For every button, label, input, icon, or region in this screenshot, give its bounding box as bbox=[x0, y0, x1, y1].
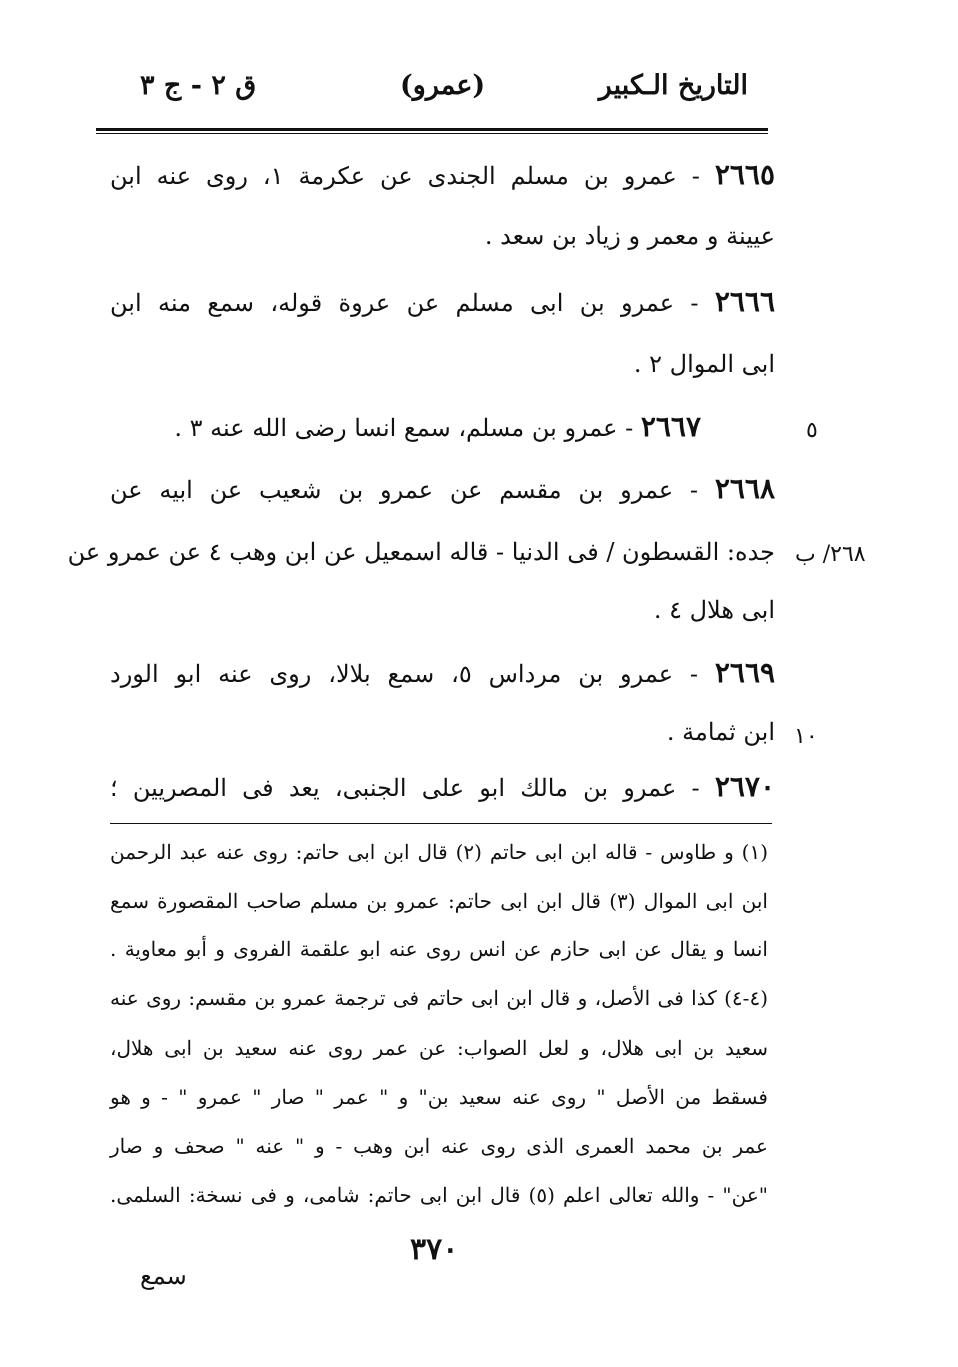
entry-2670-line1: ٢٦٧٠ - عمرو بن مالك ابو على الجنبى، يعد فى المصريين ؛ bbox=[110, 770, 775, 803]
entry-2666-line1: ٢٦٦٦ - عمرو بن ابى مسلم عن عروة قوله، سمع منه ابن bbox=[110, 285, 775, 318]
catchword: سمع bbox=[140, 1262, 187, 1290]
entry-number: ٢٦٦٦ bbox=[714, 285, 775, 318]
entry-number: ٢٦٦٥ bbox=[714, 158, 775, 191]
footnote-line: فسقط من الأصل " روى عنه سعيد بن" و " عمر " صار " عمرو " - و هو bbox=[110, 1085, 768, 1109]
entry-number: ٢٦٦٧ bbox=[640, 410, 701, 443]
entry-2667-line1: ٢٦٦٧ - عمرو بن مسلم، سمع انسا رضى الله عنه ٣ . bbox=[174, 410, 701, 443]
footnote-line: انسا و يقال عن ابى حازم عن انس روى عنه ابو علقمة الفروى و أبو معاوية . bbox=[110, 937, 768, 961]
page-number: ٣٧٠ bbox=[410, 1232, 459, 1267]
header-rule-thin bbox=[96, 133, 768, 134]
footnote-line: سعيد بن ابى هلال، و لعل الصواب: عن عمر روى عنه سعيد بن ابى هلال، bbox=[110, 1036, 768, 1060]
entry-2665-line2: عيينة و معمر و زياد بن سعد . bbox=[484, 222, 775, 250]
footnote-line: (١) و طاوس - قاله ابن ابى حاتم (٢) قال ابن ابى حاتم: روى عنه عبد الرحمن bbox=[110, 840, 768, 864]
footnote-line: عمر بن محمد العمرى الذى روى عنه ابن وهب - و " عنه " صحف و صار bbox=[110, 1134, 768, 1158]
section-title: (عمرو) bbox=[400, 70, 486, 101]
running-title: التاريخ الـكبير bbox=[598, 70, 748, 101]
entry-number: ٢٦٦٩ bbox=[714, 656, 776, 689]
margin-line-5: ٥ bbox=[806, 418, 818, 443]
footnote-line: "عن" - والله تعالى اعلم (٥) قال ابن ابى حاتم: شامى، و فى نسخة: السلمى. bbox=[110, 1183, 768, 1207]
entry-2668-line1: ٢٦٦٨ - عمرو بن مقسم عن عمرو بن شعيب عن ابيه عن bbox=[110, 472, 775, 505]
entry-2669-line2: ابن ثمامة . bbox=[666, 718, 775, 746]
footnote-line: (٤-٤) كذا فى الأصل، و قال ابن ابى حاتم فى ترجمة عمرو بن مقسم: روى عنه bbox=[110, 986, 768, 1010]
entry-2669-line1: ٢٦٦٩ - عمرو بن مرداس ٥، سمع بلالا، روى عنه ابو الورد bbox=[110, 656, 776, 689]
entry-2668-line3: ابى هلال ٤ . bbox=[653, 596, 775, 624]
footnote-line: ابن ابى الموال (٣) قال ابن ابى حاتم: عمرو بن مسلم صاحب المقصورة سمع bbox=[110, 889, 768, 913]
volume-reference: ق ٢ - ج ٣ bbox=[140, 70, 257, 101]
entry-number: ٢٦٦٨ bbox=[714, 472, 775, 505]
entry-2668-line2: جده: القسطون / فى الدنيا - قاله اسمعيل عن ابن وهب ٤ عن عمرو عن bbox=[67, 538, 775, 566]
margin-line-10: ١٠ bbox=[794, 724, 818, 749]
footnote-separator bbox=[110, 823, 772, 824]
entry-2666-line2: ابى الموال ٢ . bbox=[633, 350, 775, 378]
entry-number: ٢٦٧٠ bbox=[714, 770, 775, 803]
header-rule bbox=[96, 128, 768, 131]
entry-2665-line1: ٢٦٦٥ - عمرو بن مسلم الجندى عن عكرمة ١، روى عنه ابن bbox=[110, 158, 775, 191]
folio-marker: ٢٦٨/ ب bbox=[795, 542, 866, 567]
